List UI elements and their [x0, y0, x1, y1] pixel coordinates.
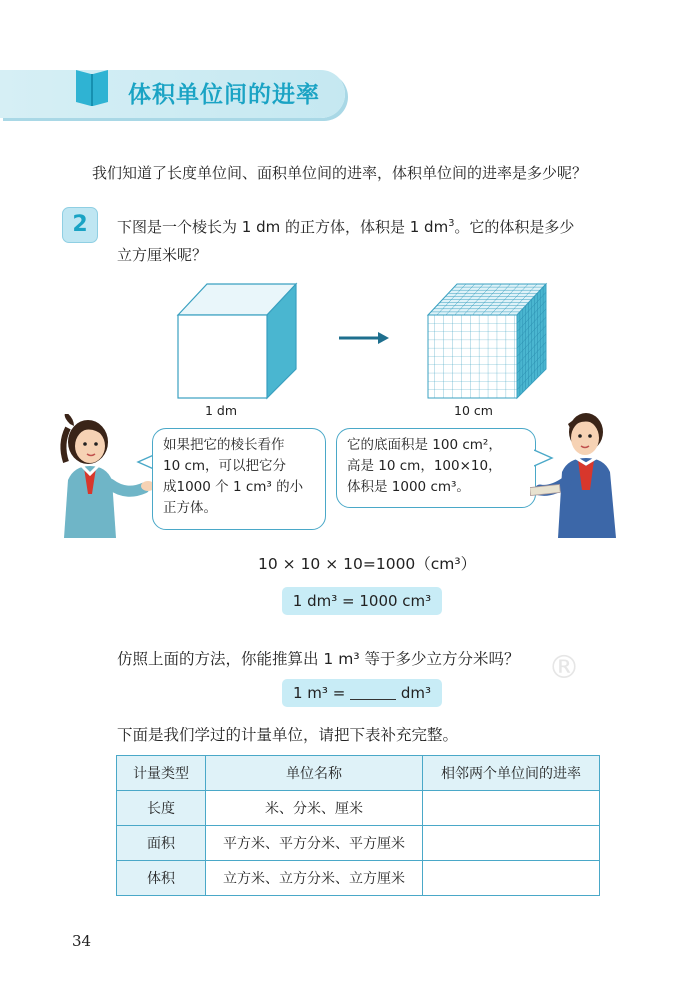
conversion-result-box: 1 dm³ = 1000 cm³	[282, 587, 442, 615]
table-row	[117, 861, 600, 896]
book-icon	[72, 64, 112, 108]
table-row	[117, 826, 600, 861]
arrow-right-icon	[338, 331, 390, 345]
table-cell: 平方米、平方分米、平方厘米	[206, 826, 423, 861]
girl-speech-bubble	[152, 428, 326, 530]
answer-blank[interactable]	[350, 683, 396, 700]
left-cube-label: 1 dm	[205, 403, 238, 418]
right-cube-label: 10 cm	[454, 403, 493, 418]
table-cell: 体积	[117, 861, 206, 896]
boy-illustration	[530, 406, 630, 538]
table-cell: 长度	[117, 791, 206, 826]
answer-cell[interactable]	[423, 791, 600, 826]
grid-cube-figure	[426, 282, 550, 400]
intro-text: 我们知道了长度单位间、面积单位间的进率，体积单位间的进率是多少呢？	[92, 164, 588, 182]
answer-cell[interactable]	[423, 861, 600, 896]
table-header: 相邻两个单位间的进率	[423, 756, 600, 791]
table-cell: 米、分米、厘米	[206, 791, 423, 826]
solid-cube-figure	[176, 282, 300, 400]
girl-illustration	[52, 414, 156, 538]
boy-bubble-line: 体积是 1000 cm³。	[347, 479, 470, 495]
units-table	[116, 755, 600, 896]
question-line-1: 下图是一个棱长为 1 dm 的正方体，体积是 1 $dm^3$。它的体积是多少	[117, 218, 575, 236]
table-intro: 下面是我们学过的计量单位，请把下表补充完整。	[117, 726, 459, 744]
table-header: 计量类型	[117, 756, 206, 791]
girl-bubble-line: 如果把它的棱长看作	[163, 437, 285, 453]
page-number: 34	[72, 932, 92, 950]
table-header-row	[117, 756, 600, 791]
table-cell: 面积	[117, 826, 206, 861]
boy-bubble-line: 它的底面积是 100 cm²，	[347, 437, 502, 453]
girl-bubble-line: 10 cm，可以把它分	[163, 458, 287, 474]
table-header: 单位名称	[206, 756, 423, 791]
boy-bubble-line: 高是 10 cm，100×10，	[347, 458, 502, 474]
practice-prompt: 仿照上面的方法，你能推算出 1 m³ 等于多少立方分米吗？	[117, 650, 520, 668]
conversion-blank-box	[282, 679, 442, 707]
question-line-2: 立方厘米呢？	[117, 246, 208, 264]
registered-mark-icon: ®	[548, 648, 580, 686]
girl-bubble-line: 正方体。	[163, 500, 217, 516]
page-title: 体积单位间的进率	[128, 82, 320, 108]
table-row	[117, 791, 600, 826]
example-number-badge: 2	[62, 207, 98, 243]
answer-cell[interactable]	[423, 826, 600, 861]
volume-formula: 10 × 10 × 10=1000（cm³）	[258, 555, 477, 573]
blank-left-text: 1 m³ =	[293, 684, 346, 702]
table-cell: 立方米、立方分米、立方厘米	[206, 861, 423, 896]
girl-bubble-line: 成1000 个 1 cm³ 的小	[163, 479, 304, 495]
boy-speech-bubble	[336, 428, 536, 508]
blank-right-text: dm³	[400, 684, 431, 702]
